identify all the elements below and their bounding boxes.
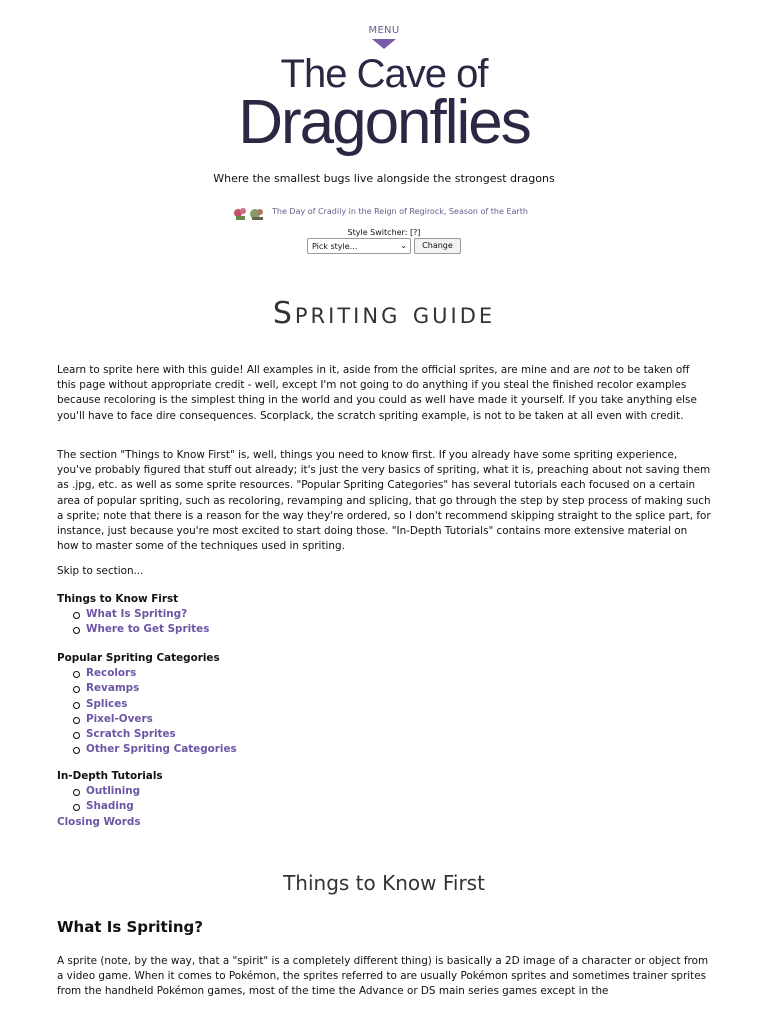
- toc-item: [73, 666, 237, 681]
- subsection-title: What Is Spriting?: [57, 918, 203, 936]
- toc-heading: Things to Know First: [57, 593, 179, 605]
- site-title-line1[interactable]: The Cave of: [280, 52, 488, 96]
- intro-paragraph-2: The section "Things to Know First" is, well, things you need to know first. If you already have some spriting experience, you've probably figured that stuff out already; it's just the very basics of spriting, what it is, preaching about not saving them as .jpg, etc. as well as some sprite resources. "Popular Spriting Categories" has several tutorials each focused on a certain area of popular spriting, such as recoloring, revamping and splicing, that go through the step by step process of making such a sprite; note that there is a reason for the way they're ordered, so I don't recommend skipping straight to the splice part, for instance, just because you're most excited to start doing those. "In-Depth Tutorials" contains more extensive material on how to master some of the techniques used in spriting.: [57, 449, 711, 553]
- page-title: Spriting guide: [272, 296, 496, 331]
- intro-paragraph-1: [57, 363, 711, 424]
- change-style-button[interactable]: Change: [414, 238, 461, 254]
- toc-group-in-depth: [57, 769, 163, 830]
- site-title-line2[interactable]: Dragonflies: [238, 88, 530, 157]
- date-text[interactable]: The Day of Cradily in the Reign of Regirock, Season of the Earth: [272, 207, 528, 216]
- menu-link[interactable]: MENU: [368, 25, 400, 36]
- toc-item: [73, 727, 237, 742]
- toc-item: [73, 607, 209, 622]
- toc-item: [73, 742, 237, 757]
- toc-group-things-to-know: [57, 592, 209, 638]
- toc-link-outlining[interactable]: Outlining: [86, 785, 141, 798]
- toc-item: [73, 681, 237, 696]
- cradily-sprite-icon: [232, 206, 266, 222]
- toc-link-shading[interactable]: Shading: [86, 800, 134, 813]
- toc-link-closing-words[interactable]: Closing Words: [57, 815, 141, 828]
- intro-text-b: to be taken off this page without appropriate credit - well, except I'm not going to do anything if you steal the finished recolor examples because recoloring is the simplest thing in the world and you could as well have made it yourself. If you take anything else you'll have to face dire consequences. Scorplack, the scratch spriting example, is not to be taken at all even with credit.: [57, 364, 697, 422]
- toc-item: [73, 622, 209, 637]
- toc-heading: In-Depth Tutorials: [57, 770, 163, 782]
- toc-group-popular-categories: [57, 651, 237, 757]
- intro-text-a: Learn to sprite here with this guide! All examples in it, aside from the official sprites, are mine and are: [57, 364, 594, 376]
- section-title: Things to Know First: [283, 871, 485, 895]
- toc-item: [73, 697, 237, 712]
- body-paragraph: A sprite (note, by the way, that a "spirit" is a completely different thing) is basically a 2D image of a character or object from a video game. When it comes to Pokémon, the sprites referred to are usually Pokémon sprites and sometimes trainer sprites from the handheld Pokémon games, most of the time the Advance or DS main series games except in the: [57, 955, 709, 998]
- intro-emphasis: not: [593, 364, 611, 376]
- toc-link-splices[interactable]: Splices: [86, 697, 128, 710]
- site-tagline: Where the smallest bugs live alongside the strongest dragons: [213, 172, 555, 185]
- chevron-down-icon: ⌄: [400, 241, 407, 250]
- style-select[interactable]: [307, 238, 411, 254]
- toc-item: [73, 712, 237, 727]
- toc-link-recolors[interactable]: Recolors: [86, 667, 137, 680]
- toc-link-pixel-overs[interactable]: Pixel-Overs: [86, 712, 153, 725]
- toc-heading: Popular Spriting Categories: [57, 652, 220, 664]
- toc-link-other-categories[interactable]: Other Spriting Categories: [86, 743, 237, 756]
- toc-link-where-to-get-sprites[interactable]: Where to Get Sprites: [86, 623, 210, 636]
- toc-link-scratch-sprites[interactable]: Scratch Sprites: [86, 728, 176, 741]
- toc-link-revamps[interactable]: Revamps: [86, 682, 140, 695]
- skip-to-section-label: Skip to section...: [57, 565, 144, 577]
- style-switcher-label: Style Switcher: [?]: [347, 228, 421, 237]
- toc-item: [73, 799, 163, 814]
- toc-link-what-is-spriting[interactable]: What Is Spriting?: [86, 608, 188, 621]
- toc-item: [73, 784, 163, 799]
- menu-arrow-icon[interactable]: [372, 39, 396, 49]
- style-select-value: Pick style...: [312, 242, 358, 251]
- date-row: [0, 205, 768, 223]
